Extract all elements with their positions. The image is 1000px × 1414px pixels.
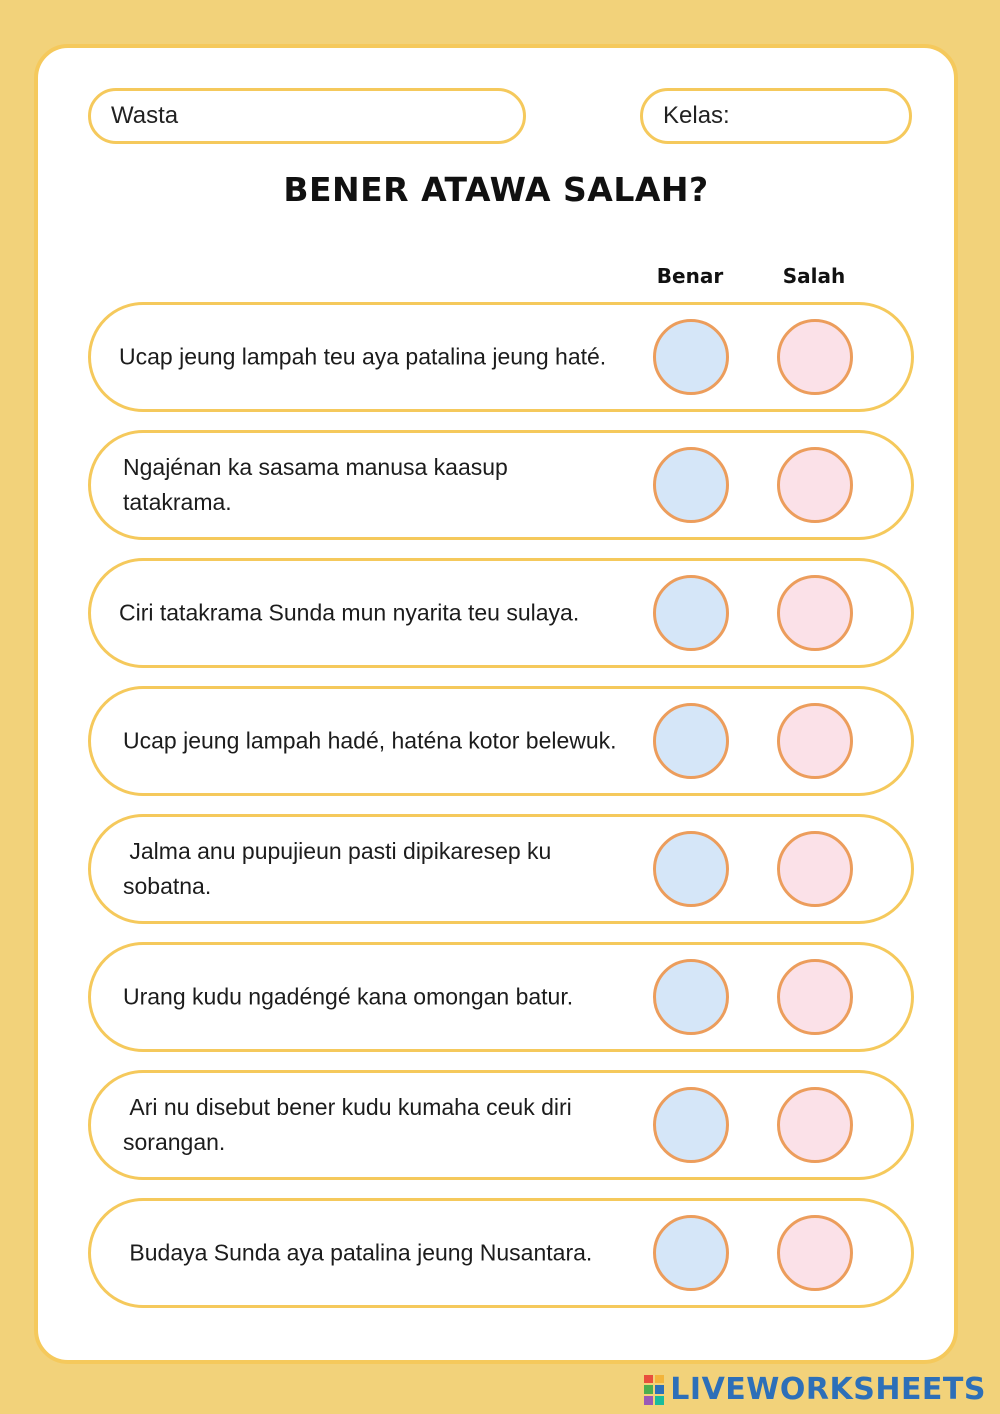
false-answer-circle[interactable] bbox=[777, 575, 853, 651]
true-answer-circle[interactable] bbox=[653, 1087, 729, 1163]
statement-row bbox=[88, 558, 914, 668]
statement-text: Ari nu disebut bener kudu kumaha ceuk diri sorangan. bbox=[123, 1094, 572, 1155]
statement-text: Ucap jeung lampah hadé, haténa kotor belewuk. bbox=[123, 727, 617, 754]
class-field-label: Kelas: bbox=[663, 102, 730, 129]
column-header-true: Benar bbox=[656, 264, 724, 288]
statement-text: Jalma anu pupujieun pasti dipikaresep ku sobatna. bbox=[123, 838, 552, 899]
statement-row bbox=[88, 686, 914, 796]
false-answer-circle[interactable] bbox=[777, 703, 853, 779]
false-answer-circle[interactable] bbox=[777, 319, 853, 395]
worksheet-title: BENER ATAWA SALAH? bbox=[283, 170, 709, 209]
true-answer-circle[interactable] bbox=[653, 1215, 729, 1291]
true-answer-circle[interactable] bbox=[653, 447, 729, 523]
name-field-label: Wasta bbox=[111, 102, 179, 129]
true-answer-circle[interactable] bbox=[653, 959, 729, 1035]
statement-text: Urang kudu ngadéngé kana omongan batur. bbox=[123, 983, 574, 1010]
worksheet bbox=[34, 44, 958, 1364]
false-answer-circle[interactable] bbox=[777, 831, 853, 907]
statement-row bbox=[88, 942, 914, 1052]
statement-text: Ngajénan ka sasama manusa kaasup tatakrama. bbox=[123, 454, 508, 515]
class-field[interactable] bbox=[640, 88, 912, 144]
false-answer-circle[interactable] bbox=[777, 1215, 853, 1291]
true-answer-circle[interactable] bbox=[653, 319, 729, 395]
true-answer-circle[interactable] bbox=[653, 575, 729, 651]
false-answer-circle[interactable] bbox=[777, 1087, 853, 1163]
statement-row bbox=[88, 1198, 914, 1308]
statement-text: Ucap jeung lampah teu aya patalina jeung haté. bbox=[119, 343, 607, 370]
statement-row bbox=[88, 302, 914, 412]
statement-row bbox=[88, 430, 914, 540]
name-field[interactable] bbox=[88, 88, 526, 144]
liveworksheets-brand-text: LIVEWORKSHEETS bbox=[670, 1372, 986, 1407]
statement-row bbox=[88, 1070, 914, 1180]
statement-text: Ciri tatakrama Sunda mun nyarita teu sulaya. bbox=[119, 599, 580, 626]
true-answer-circle[interactable] bbox=[653, 831, 729, 907]
liveworksheets-logo-icon bbox=[644, 1375, 664, 1405]
statement-row bbox=[88, 814, 914, 924]
false-answer-circle[interactable] bbox=[777, 447, 853, 523]
statement-text: Budaya Sunda aya patalina jeung Nusantara. bbox=[123, 1239, 593, 1266]
column-header-false: Salah bbox=[782, 264, 846, 288]
liveworksheets-footer[interactable] bbox=[644, 1372, 986, 1407]
false-answer-circle[interactable] bbox=[777, 959, 853, 1035]
true-answer-circle[interactable] bbox=[653, 703, 729, 779]
